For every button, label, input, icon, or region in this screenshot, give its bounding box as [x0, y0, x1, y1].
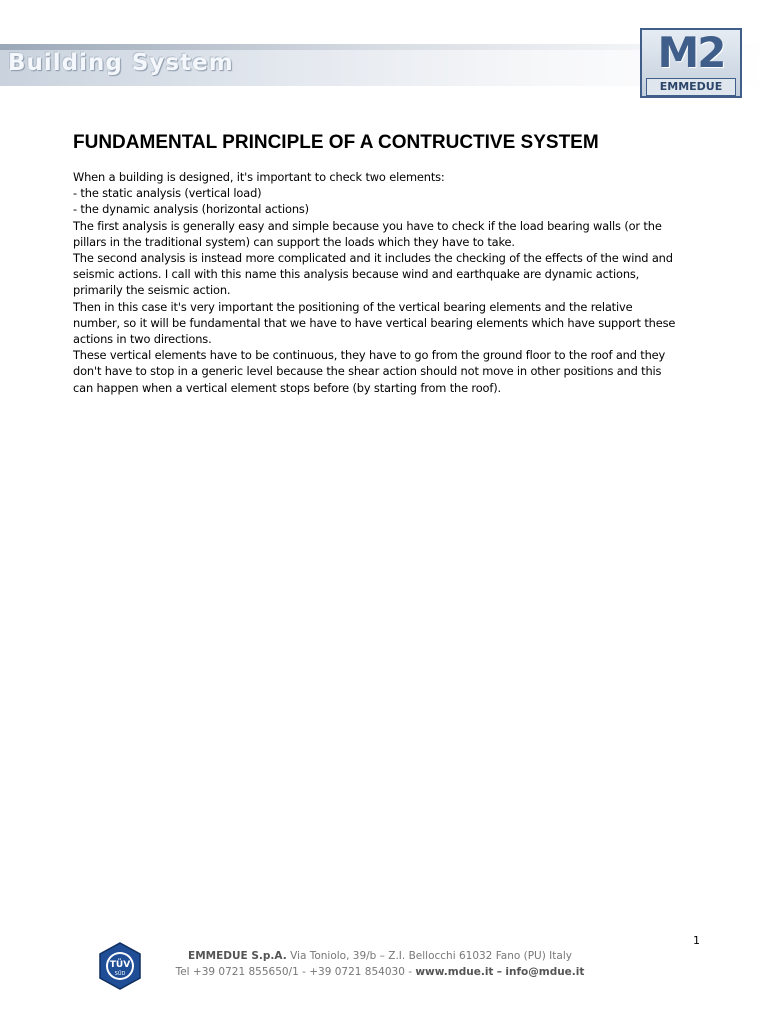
footer-website: www.mdue.it [415, 966, 494, 978]
badge-subtext: SÜD [114, 971, 126, 977]
body-line: The first analysis is generally easy and simple because you have to check if the load bearing walls (or the [73, 218, 662, 233]
body-line: - the static analysis (vertical load) [73, 186, 262, 201]
footer-contact-line [150, 964, 610, 980]
header-banner-text: Building System [8, 50, 234, 76]
footer-separator: – [496, 966, 503, 978]
body-line: seismic actions. I call with this name this analysis because wind and earthquake are dynamic actions, [73, 267, 640, 282]
page-footer [150, 948, 610, 980]
document-body [73, 169, 703, 396]
body-line: number, so it will be fundamental that we have to have vertical bearing elements which have support these [73, 315, 676, 330]
body-line: pillars in the traditional system) can support the loads which they have to take. [73, 234, 515, 249]
document-title: FUNDAMENTAL PRINCIPLE OF A CONTRUCTIVE SYSTEM [73, 132, 599, 153]
body-line: Then in this case it's very important the positioning of the vertical bearing elements and the relative [73, 299, 633, 314]
logo-mark: M2 [657, 28, 725, 77]
body-line: - the dynamic analysis (horizontal actions) [73, 202, 309, 217]
body-line: These vertical elements have to be continuous, they have to go from the ground floor to the roof and they [73, 348, 666, 363]
tuv-certification-badge [96, 942, 144, 990]
body-line: don't have to stop in a generic level because the shear action should not move in other positions and this [73, 364, 662, 379]
logo-wordmark: EMMEDUE [646, 78, 736, 96]
footer-email: info@mdue.it [505, 966, 585, 978]
badge-text: TÜV [109, 960, 131, 970]
body-line: primarily the seismic action. [73, 283, 231, 298]
footer-address-line [150, 948, 610, 964]
body-line: actions in two directions. [73, 332, 212, 347]
footer-phones: Tel +39 0721 855650/1 - +39 0721 854030 - [175, 966, 413, 978]
footer-company: EMMEDUE S.p.A. [188, 950, 287, 962]
body-line: can happen when a vertical element stops before (by starting from the roof). [73, 380, 501, 395]
body-line: The second analysis is instead more complicated and it includes the checking of the effects of the wind and [73, 251, 673, 266]
body-line: When a building is designed, it's important to check two elements: [73, 170, 445, 184]
page-number: 1 [693, 934, 700, 947]
footer-address: Via Toniolo, 39/b – Z.I. Bellocchi 61032 Fano (PU) Italy [290, 950, 572, 962]
emmedue-logo [640, 28, 742, 98]
